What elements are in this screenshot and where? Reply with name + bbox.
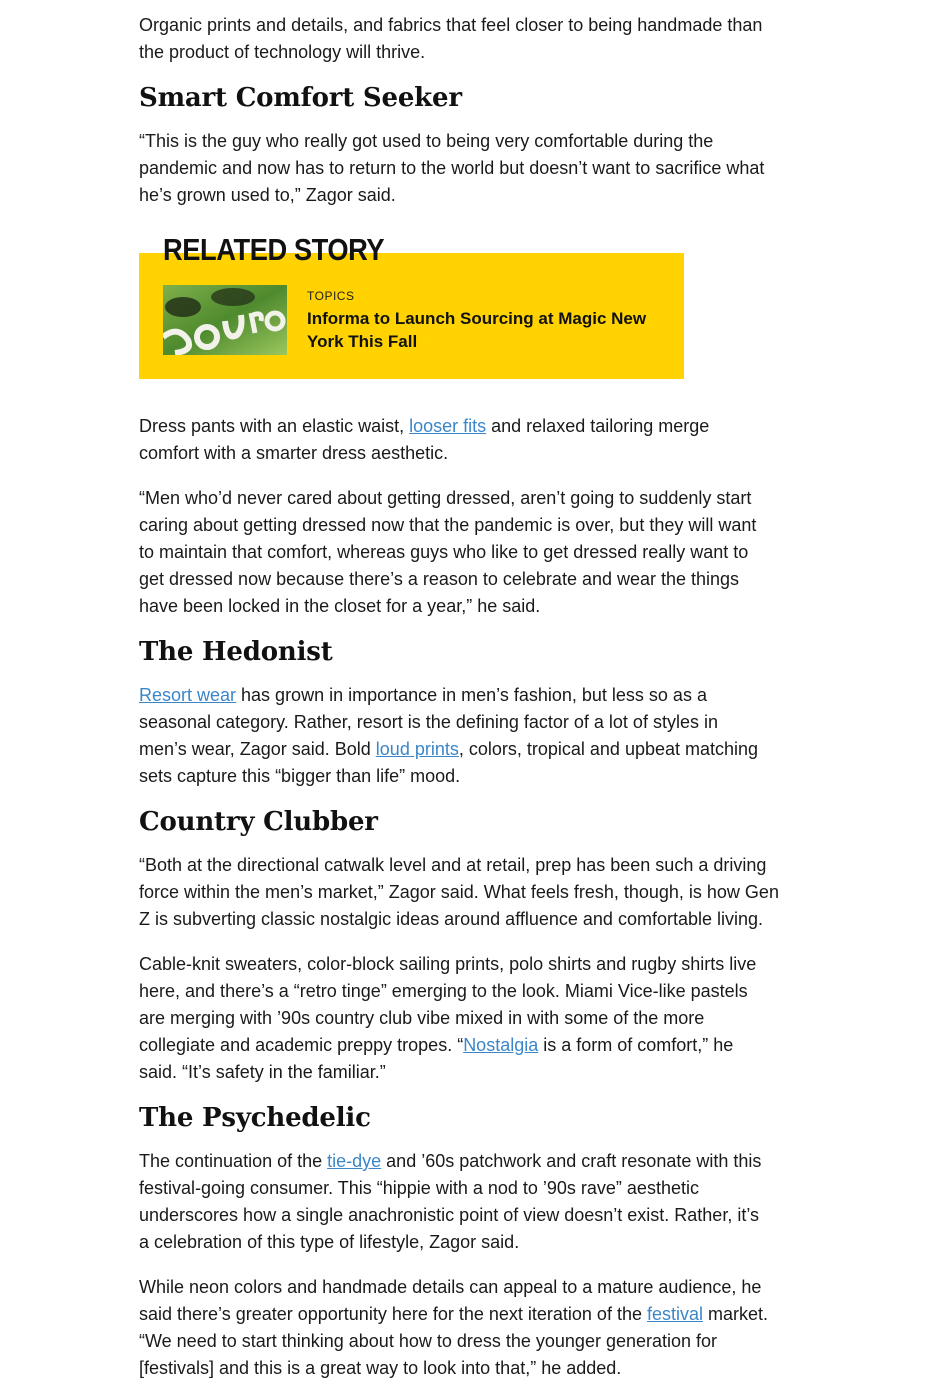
psychedelic-text-3: While neon colors and handmade details can appeal to a mature audience, he said there’s greater opportunity here for the next iteration of the xyxy=(139,1277,762,1324)
tie-dye-link[interactable]: tie-dye xyxy=(327,1151,382,1171)
related-story-topic[interactable]: TOPICS xyxy=(307,289,355,303)
hedonist-paragraph xyxy=(139,682,764,790)
sourcing-event-thumbnail-icon xyxy=(163,285,287,355)
related-story-thumbnail[interactable] xyxy=(163,285,287,355)
dress-pants-paragraph xyxy=(139,413,769,467)
smart-comfort-quote: “This is the guy who really got used to being very comfortable during the pandemic and now has to return to the world but doesn’t want to sacrifice what he’s grown used to,” Zagor said. xyxy=(139,131,765,205)
looser-fits-link[interactable]: looser fits xyxy=(409,416,487,436)
related-story-title-link[interactable]: Informa to Launch Sourcing at Magic New York This Fall xyxy=(307,309,647,351)
hedonist-text-2: , colors, tropical and upbeat matching sets capture this “bigger than life” mood. xyxy=(139,739,759,786)
country-clubber-paragraph-2 xyxy=(139,951,769,1086)
dress-pants-text-2: and relaxed tailoring merge comfort with a smarter dress aesthetic. xyxy=(139,416,710,463)
country-clubber-text-2: is a form of comfort,” he said. “It’s safety in the familiar.” xyxy=(139,1035,734,1082)
heading-the-psychedelic: The Psychedelic xyxy=(139,1103,371,1133)
men-quote-paragraph: “Men who’d never cared about getting dressed, aren’t going to suddenly start caring about getting dressed now that the pandemic is over, but they will want to maintain that comfort, whereas guys who like to get dressed really want to get dressed now because there’s a reason to celebrate and wear the things have been locked in the closet for a year,” he said. xyxy=(139,488,757,616)
psychedelic-text-2: and ’60s patchwork and craft resonate with this festival-going consumer. This “hippie with a nod to ’90s rave” aesthetic underscores how a single anachronistic point of view doesn’t exist. Rather, it’s a celebration of this type of lifestyle, Zagor said. xyxy=(139,1151,762,1252)
heading-country-clubber: Country Clubber xyxy=(139,807,378,837)
nostalgia-link[interactable]: Nostalgia xyxy=(463,1035,539,1055)
related-story-card[interactable] xyxy=(139,253,684,379)
heading-the-hedonist: The Hedonist xyxy=(139,637,333,667)
intro-paragraph: Organic prints and details, and fabrics that feel closer to being handmade than the product of technology will thrive. xyxy=(139,15,763,62)
heading-smart-comfort-seeker: Smart Comfort Seeker xyxy=(139,83,462,113)
loud-prints-link[interactable]: loud prints xyxy=(375,739,459,759)
resort-wear-link[interactable]: Resort wear xyxy=(139,685,237,705)
festival-link[interactable]: festival xyxy=(646,1304,704,1324)
dress-pants-text-1: Dress pants with an elastic waist, xyxy=(139,416,410,436)
psychedelic-paragraph-2 xyxy=(139,1274,779,1382)
hedonist-text-1: has grown in importance in men’s fashion, but less so as a seasonal category. Rather, resort is the defining factor of a lot of styles in men’s wear, Zagor said. Bold xyxy=(139,685,718,759)
psychedelic-text-4: market. “We need to start thinking about how to dress the younger generation for [festivals] and this is a great way to look into that,” he added. xyxy=(139,1304,769,1378)
country-clubber-paragraph-1: “Both at the directional catwalk level and at retail, prep has been such a driving force within the men’s market,” Zagor said. What feels fresh, though, is how Gen Z is subverting classic nostalgic ideas around affluence and comfortable living. xyxy=(139,855,779,929)
psychedelic-paragraph-1 xyxy=(139,1148,764,1256)
country-clubber-text-1: Cable-knit sweaters, color-block sailing prints, polo shirts and rugby shirts live here, and there’s a “retro tinge” emerging to the look. Miami Vice-like pastels are merging with ’90s country club vibe mixed in with some of the more collegiate and academic preppy tropes. “ xyxy=(139,954,757,1055)
related-story-label: RELATED STORY xyxy=(163,232,385,267)
psychedelic-text-1: The continuation of the xyxy=(139,1151,328,1171)
